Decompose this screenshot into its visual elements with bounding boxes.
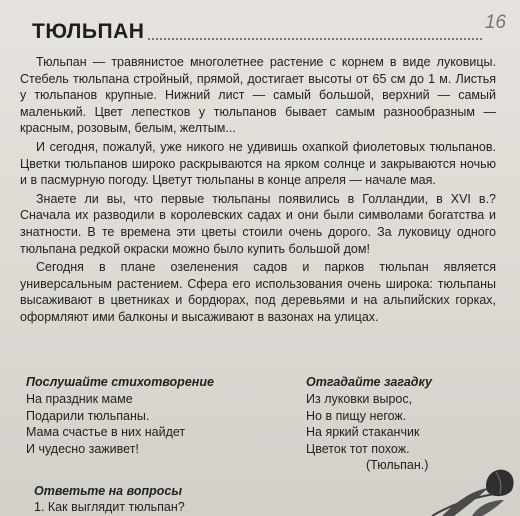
- poem-heading: Послушайте стихотворение: [26, 375, 214, 389]
- riddle-line: Но в пищу негож.: [306, 408, 407, 423]
- tulip-illustration-icon: [412, 464, 520, 516]
- riddle-line: Из луковки вырос,: [306, 392, 413, 407]
- questions-heading: Ответьте на вопросы: [34, 484, 183, 498]
- riddle-heading: Отгадайте загадку: [306, 375, 432, 389]
- page-number: 16: [484, 12, 506, 33]
- page-header: [14, 12, 514, 42]
- riddle-line: Цветок тот похож.: [306, 441, 410, 456]
- questions-section: [34, 484, 454, 515]
- riddle-answer: (Тюльпан.): [366, 458, 429, 473]
- page-title: ТЮЛЬПАН: [32, 20, 145, 43]
- paragraph: Знаете ли вы, что первые тюльпаны появились в Голландии, в XVI в.? Сначала их разводили в королевских садах и они были символами богатства и знатности. В те времена эти цветы стоили очень дорого. За луковицу одного тюльпана редкой окраски можно было купить большой дом!: [20, 191, 496, 256]
- title-dotted-rule: [148, 38, 482, 40]
- question-item: 1. Как выглядит тюльпан?: [34, 500, 185, 514]
- riddle-block: [306, 374, 506, 473]
- paragraph: Сегодня в плане озеленения садов и парков тюльпан является универсальным растением. Сфера его использования очень широка: тюльпаны высаживают в цветниках и бордюрах, под деревьями и на альпийских горках, оформляют ими балконы и высаживают в вазонах на улицах.: [20, 260, 496, 324]
- paragraph: Тюльпан — травянистое многолетнее растение с корнем в виде луковицы. Стебель тюльпана стройный, прямой, достигает высоты от 65 см до 1 м. Листья у тюльпанов крупные. Нижний лист — самый большой, верхний — самый маленький. Цвет лепестков у тюльпанов бывает самым разнообразным — красным, розовым, белым, желтым...: [20, 55, 496, 136]
- paragraph: И сегодня, пожалуй, уже никого не удивишь охапкой фиолетовых тюльпанов. Цветки тюльпанов широко раскрываются на ярком солнце и закрываются ночью и в пасмурную погоду. Цветут тюльпаны в конце апреля — начале мая.: [20, 139, 496, 188]
- verse-section: [26, 374, 486, 473]
- poem-line: Подарили тюльпаны.: [26, 408, 150, 423]
- poem-line: И чудесно заживет!: [26, 441, 139, 456]
- poem-block: [26, 374, 266, 457]
- article-body: [20, 54, 496, 328]
- poem-line: Мама счастье в них найдет: [26, 425, 186, 440]
- riddle-line: На яркий стаканчик: [306, 425, 420, 440]
- poem-line: На праздник маме: [26, 392, 133, 407]
